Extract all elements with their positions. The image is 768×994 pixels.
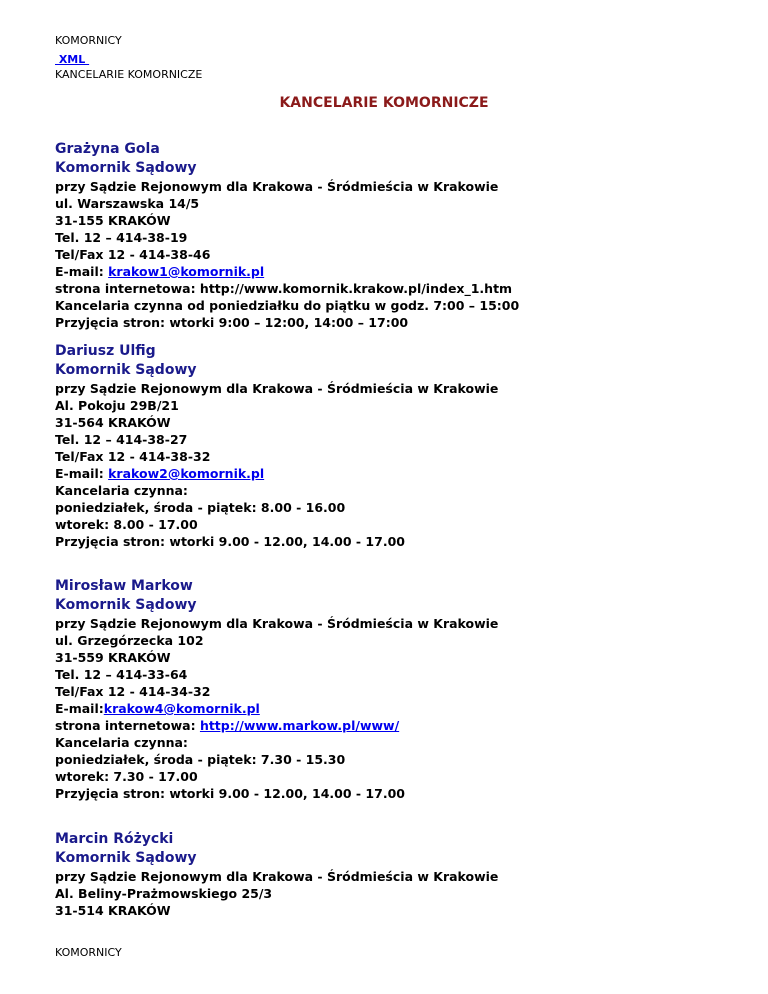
hours-line: Kancelaria czynna od poniedziałku do piątku w godz. 7:00 – 15:00: [55, 298, 520, 313]
hours-line: poniedziałek, środa - piątek: 8.00 - 16.00: [55, 500, 346, 515]
postal-line: 31-155 KRAKÓW: [55, 213, 171, 228]
hours-line: wtorek: 7.30 - 17.00: [55, 769, 198, 784]
court-line: przy Sądzie Rejonowym dla Krakowa - Śródmieścia w Krakowie: [55, 179, 499, 194]
email-label: E-mail:: [55, 264, 109, 279]
court-line: przy Sądzie Rejonowym dla Krakowa - Śródmieścia w Krakowie: [55, 869, 499, 884]
bailiff-entry-markow: [55, 577, 735, 802]
hours-label-line: Kancelaria czynna:: [55, 483, 188, 498]
tel-line: Tel. 12 – 414-38-19: [55, 230, 188, 245]
telfax-line: Tel/Fax 12 - 414-38-46: [55, 247, 211, 262]
header-sublabel: KANCELARIE KOMORNICZE: [55, 68, 203, 81]
tel-line: Tel. 12 – 414-33-64: [55, 667, 188, 682]
footer-label: KOMORNICY: [55, 946, 122, 959]
email-label: E-mail:: [55, 701, 104, 716]
bailiff-name: Marcin Różycki: [55, 831, 174, 847]
bailiff-role: Komornik Sądowy: [55, 362, 197, 378]
address-line: ul. Warszawska 14/5: [55, 196, 200, 211]
page-title: KANCELARIE KOMORNICZE: [279, 95, 489, 111]
postal-line: 31-559 KRAKÓW: [55, 650, 171, 665]
website-line: strona internetowa: http://www.komornik.krakow.pl/index_1.htm: [55, 281, 513, 296]
hours-line: poniedziałek, środa - piątek: 7.30 - 15.30: [55, 752, 346, 767]
email-link[interactable]: krakow1@komornik.pl: [108, 264, 265, 279]
bailiff-role: Komornik Sądowy: [55, 850, 197, 866]
reception-line: Przyjęcia stron: wtorki 9.00 - 12.00, 14.00 - 17.00: [55, 534, 405, 549]
bailiff-entry-gola: [55, 140, 735, 331]
bailiff-name: Grażyna Gola: [55, 141, 160, 157]
hours-label-line: Kancelaria czynna:: [55, 735, 188, 750]
address-line: ul. Grzegórzecka 102: [55, 633, 204, 648]
email-line: [55, 263, 735, 280]
bailiff-name: Mirosław Markow: [55, 578, 193, 594]
website-label: strona internetowa:: [55, 718, 200, 733]
email-label: E-mail:: [55, 466, 109, 481]
header-label: KOMORNICY: [55, 34, 122, 47]
court-line: przy Sądzie Rejonowym dla Krakowa - Śródmieścia w Krakowie: [55, 616, 499, 631]
email-link[interactable]: krakow4@komornik.pl: [103, 701, 260, 716]
tel-line: Tel. 12 – 414-38-27: [55, 432, 188, 447]
postal-line: 31-514 KRAKÓW: [55, 903, 171, 918]
website-link[interactable]: http://www.markow.pl/www/: [199, 718, 400, 733]
postal-line: 31-564 KRAKÓW: [55, 415, 171, 430]
email-line: [55, 700, 735, 717]
bailiff-entry-rozycki: [55, 830, 735, 919]
email-line: [55, 465, 735, 482]
telfax-line: Tel/Fax 12 - 414-38-32: [55, 449, 211, 464]
bailiff-name: Dariusz Ulfig: [55, 343, 156, 359]
address-line: Al. Pokoju 29B/21: [55, 398, 179, 413]
bailiff-role: Komornik Sądowy: [55, 597, 197, 613]
reception-line: Przyjęcia stron: wtorki 9.00 - 12.00, 14.00 - 17.00: [55, 786, 405, 801]
bailiff-role: Komornik Sądowy: [55, 160, 197, 176]
address-line: Al. Beliny-Prażmowskiego 25/3: [55, 886, 273, 901]
hours-line: wtorek: 8.00 - 17.00: [55, 517, 198, 532]
telfax-line: Tel/Fax 12 - 414-34-32: [55, 684, 211, 699]
website-line: [55, 717, 735, 734]
xml-link[interactable]: XML: [55, 53, 90, 66]
bailiff-entry-ulfig: [55, 342, 735, 550]
email-link[interactable]: krakow2@komornik.pl: [108, 466, 265, 481]
court-line: przy Sądzie Rejonowym dla Krakowa - Śródmieścia w Krakowie: [55, 381, 499, 396]
reception-line: Przyjęcia stron: wtorki 9:00 – 12:00, 14:00 – 17:00: [55, 315, 409, 330]
